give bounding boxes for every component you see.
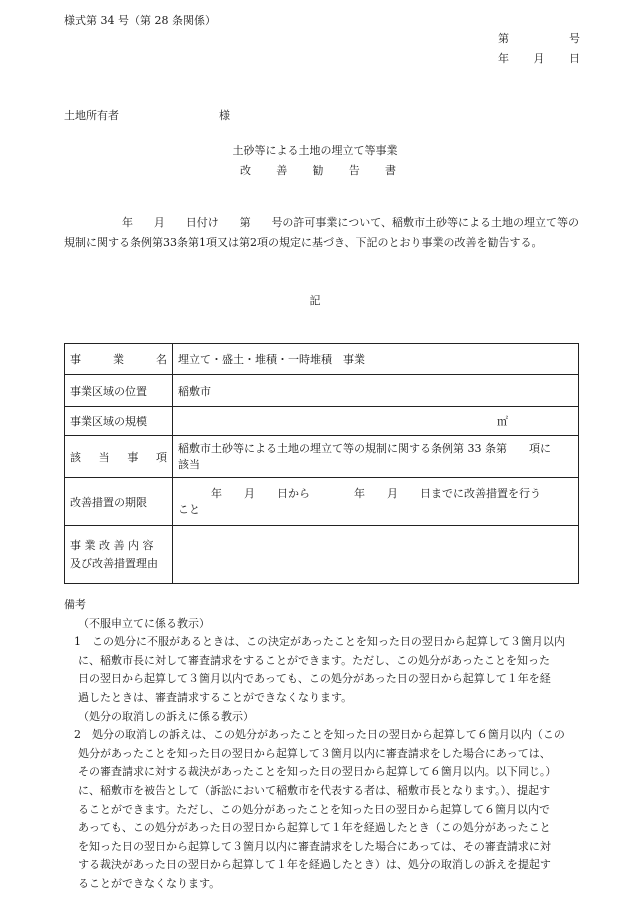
date-day: 日 (569, 52, 580, 65)
document-number-prefix: 第 (498, 32, 509, 45)
table-row (65, 478, 579, 526)
document-title-line2 (240, 162, 396, 178)
table-row (65, 407, 579, 436)
label-project-name: 事 業 名 (65, 344, 173, 375)
date-month: 月 (533, 52, 545, 65)
recommendation-body (64, 213, 579, 253)
label-applicable-item: 該 当 事 項 (65, 436, 173, 478)
notes-line: に、稲敷市長に対して審査請求をすることができます。ただし、この処分があったことを知った (78, 653, 551, 667)
document-date (498, 50, 580, 66)
notes-line: 過したときは、審査請求することができなくなります。 (78, 690, 353, 704)
notes-item-2-number: 2 (74, 728, 81, 742)
label-improvement-content: 事 業 改 善 内 容 及び改善措置理由 (65, 526, 173, 584)
form-number: 様式第 34 号（第 28 条関係） (64, 14, 216, 27)
body-line2: 規制に関する条例第33条第1項又は第2項の規定に基づき、下記のとおり事業の改善を勧告する。 (64, 236, 543, 249)
notes-section (64, 596, 586, 894)
title-char: 書 (385, 164, 396, 177)
title-char: 告 (348, 164, 360, 177)
value-area-location: 稲敷市 (173, 375, 579, 407)
label-area-size: 事業区域の規模 (65, 407, 173, 436)
label-area-location: 事業区域の位置 (65, 375, 173, 407)
notes-line: ることができなくなります。 (78, 876, 221, 890)
notes-item-1-number: 1 (74, 635, 81, 649)
label-deadline: 改善措置の期限 (65, 478, 173, 526)
document-number (498, 30, 580, 46)
title-char: 善 (276, 164, 288, 177)
body-day: 日付け (185, 216, 219, 229)
title-char: 勧 (312, 164, 324, 177)
table-row (65, 375, 579, 407)
date-year: 年 (498, 52, 509, 65)
notes-line: 日の翌日から起算して３箇月以内であっても、この処分があった日の翌日から起算して１年を経 (78, 672, 551, 686)
table-row (65, 344, 579, 375)
notes-line: その審査請求に対する裁決があったことを知った日の翌日から起算して６箇月以内。以下同じ。） (78, 765, 557, 779)
notes-line: あっても、この処分があった日の翌日から起算して１年を経過したとき（この処分があったこと (78, 821, 551, 835)
table-row (65, 526, 579, 584)
value-applicable-item: 稲敷市土砂等による土地の埋立て等の規制に関する条例第 33 条第 項に 該当 (173, 436, 579, 478)
notes-line: 処分があったことを知った日の翌日から起算して３箇月以内に審査請求をした場合にあっては、 (78, 746, 551, 760)
value-improvement-content (173, 526, 579, 584)
body-year: 年 (122, 216, 133, 229)
title-char: 改 (240, 164, 251, 177)
value-project-name: 埋立て・盛土・堆積・一時堆積 事業 (173, 344, 579, 375)
notes-item-1 (64, 633, 586, 652)
document-title-line1: 土砂等による土地の埋立て等事業 (232, 144, 398, 157)
notes-sub-heading-1: （不服申立てに係る教示） (78, 616, 210, 630)
addressee-honorific: 様 (219, 109, 230, 122)
addressee-label: 土地所有者 (64, 109, 119, 122)
notes-item-2 (64, 726, 586, 745)
body-month: 月 (153, 216, 165, 229)
notes-line: を知った日の翌日から起算して３箇月以内に審査請求をした場合にあっては、その審査請求に対 (78, 839, 551, 853)
notes-heading: 備考 (64, 598, 86, 611)
notes-line: に、稲敷市を被告として（訴訟において稲敷市を代表する者は、稲敷市長となります。）、提起す (78, 783, 551, 797)
notes-line: する裁決があった日の翌日から起算して１年を経過したとき）は、処分の取消しの訴えを提起す (78, 858, 551, 872)
notes-line: この処分に不服があるときは、この決定があったことを知った日の翌日から起算して３箇月以内 (92, 635, 565, 649)
table-row (65, 436, 579, 478)
notes-line: 処分の取消しの訴えは、この処分があったことを知った日の翌日から起算して６箇月以内（この (92, 728, 565, 742)
body-dai: 第 (239, 216, 251, 229)
notes-sub-heading-2: （処分の取消しの訴えに係る教示） (78, 709, 254, 723)
recommendation-table (64, 343, 579, 584)
ki-heading: 記 (309, 294, 321, 307)
body-permit-text: 号の許可事業について、稲敷市土砂等による土地の埋立て等の (271, 216, 579, 229)
value-deadline: 年 月 日から 年 月 日までに改善措置を行う こと (173, 478, 579, 526)
document-number-suffix: 号 (569, 32, 580, 45)
value-area-size: ㎡ (173, 407, 579, 436)
notes-line: ることができます。ただし、この処分があったことを知った日の翌日から起算して６箇月以内で (78, 802, 551, 816)
body-line1 (64, 213, 579, 233)
